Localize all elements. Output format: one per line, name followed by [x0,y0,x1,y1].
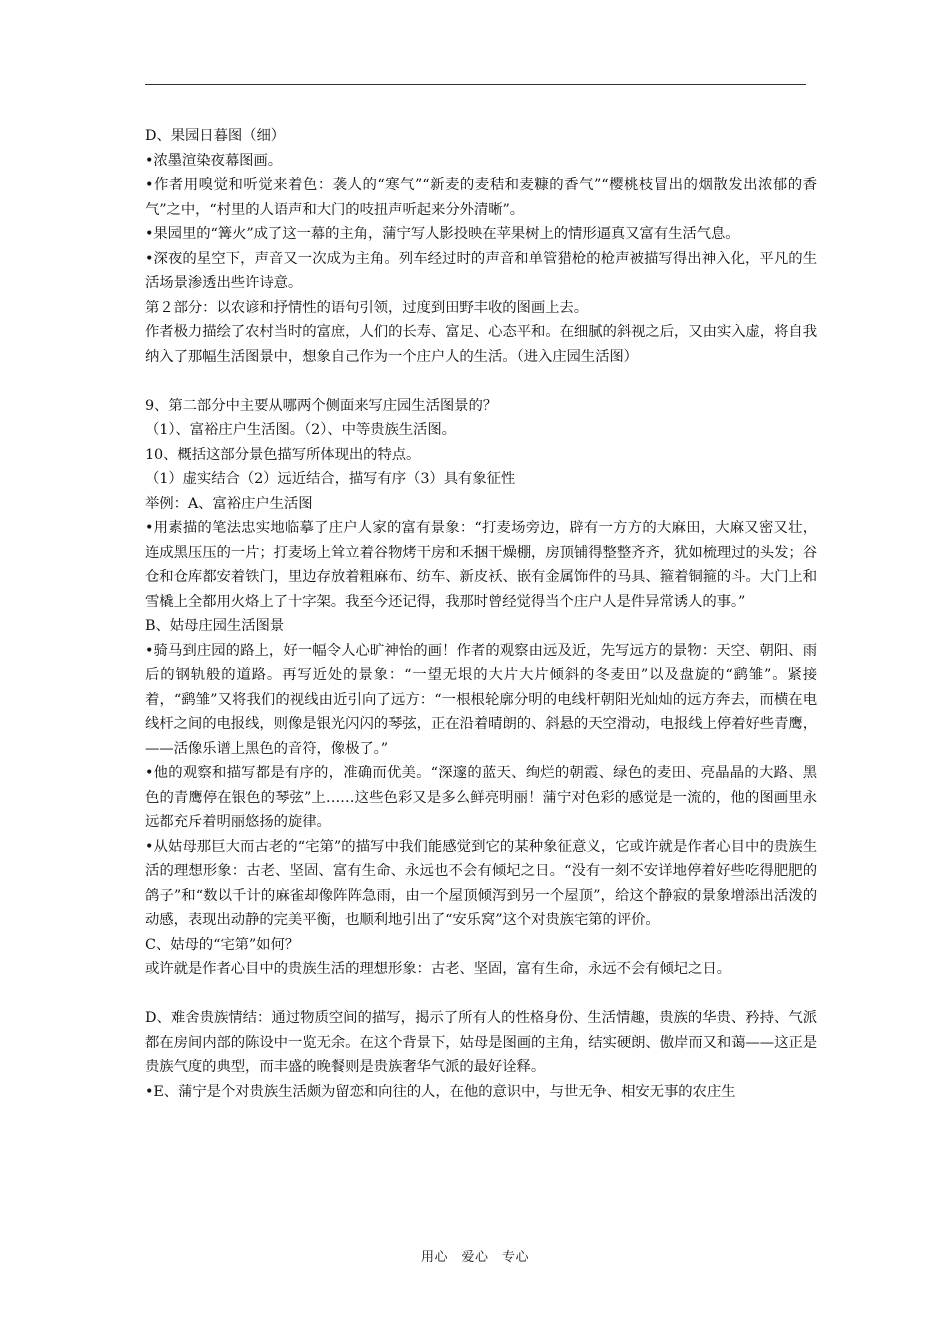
paragraph: 举例：A、富裕庄户生活图 [145,495,313,512]
paragraph: 9、第二部分中主要从哪两个侧面来写庄园生活图景的？ [145,397,498,414]
paragraph: 10、概括这部分景色描写所体现出的特点。 [145,446,421,463]
paragraph: （1）、富裕庄户生活图。（2）、中等贵族生活图。 [145,422,456,438]
page-footer: 用心 爱心 专心 [420,1250,529,1265]
paragraph: •从姑母那巨大而古老的“宅第”的描写中我们能感觉到它的某种象征意义，它或许就是作者心目中的贵族生活的理想形象：古老、坚固、富有生命、永远也不会有倾圮之日。“没有一刻不安详地停着好些吃得肥肥的鸽子”和“数以千计的麻雀却像阵阵急雨，由一个屋顶倾泻到另一个屋顶”，给这个静寂的景象增添出活泼的动感，表现出动静的完美平衡，也顺利地引出了“安乐窝”这个对贵族宅第的评价。 [145,838,817,928]
paragraph-spacer [145,369,817,394]
paragraph: •用素描的笔法忠实地临摹了庄户人家的富有景象：“打麦场旁边，辟有一方方的大麻田，大麻又密又壮，连成黑压压的一片；打麦场上耸立着谷物烤干房和禾捆干燥棚，房顶铺得整整齐齐，犹如梳理过的头发；谷仓和仓库都安着铁门，里边存放着粗麻布、纺车、新皮袄、嵌有金属饰件的马具、箍着铜箍的斗。大门上和雪橇上全都用火烙上了十字架。我至今还记得，我那时曾经觉得当个庄户人是件异常诱人的事。” [145,520,817,610]
paragraph: D、难舍贵族情结：通过物质空间的描写，揭示了所有人的性格身份、生活情趣，贵族的华贵、矜持、气派都在房间内部的陈设中一览无余。在这个背景下，姑母是图画的主角，结实硬朗、傲岸而又和蔼——这正是贵族气度的典型，而丰盛的晚餐则是贵族奢华气派的最好诠释。 [145,1010,817,1075]
document-body [145,124,817,1104]
paragraph: •骑马到庄园的路上，好一幅令人心旷神怡的画！作者的观察由远及近，先写远方的景物：天空、朝阳、雨后的钢轨般的道路。再写近处的景象：“一望无垠的大片大片倾斜的冬麦田”以及盘旋的“鹞雏”。紧接着，“鹞雏”又将我们的视线由近引向了远方：“一根根轮廓分明的电线杆朝阳光灿灿的远方奔去，而横在电线杆之间的电报线，则像是银光闪闪的琴弦，正在沿着晴朗的、斜悬的天空滑动，电报线上停着好些青鹰，——活像乐谱上黑色的音符，像极了。” [145,642,817,757]
paragraph: •深夜的星空下，声音又一次成为主角。列车经过时的声音和单管猎枪的枪声被描写得出神入化，平凡的生活场景渗透出些许诗意。 [145,250,817,291]
paragraph: •作者用嗅觉和听觉来着色：袭人的“寒气”“新麦的麦秸和麦糠的香气”“樱桃枝冒出的烟散发出浓郁的香气”之中，“村里的人语声和大门的吱扭声听起来分外清晰”。 [145,177,817,218]
paragraph: 或许就是作者心目中的贵族生活的理想形象：古老、坚固，富有生命，永远不会有倾圮之日。 [145,961,731,977]
paragraph: •浓墨渲染夜幕图画。 [145,152,283,169]
paragraph: 作者极力描绘了农村当时的富庶，人们的长寿、富足、心态平和。在细腻的斜视之后，又由实入虚，将自我纳入了那幅生活图景中，想象自己作为一个庄户人的生活。（进入庄园生活图） [145,324,817,365]
paragraph-spacer [145,982,817,1007]
paragraph: •E、蒲宁是个对贵族生活颇为留恋和向往的人，在他的意识中，与世无争、相安无事的农庄生 [145,1083,736,1100]
paragraph: •他的观察和描写都是有序的，准确而优美。“深邃的蓝天、绚烂的朝霞、绿色的麦田、亮晶晶的大路、黑色的青鹰停在银色的琴弦”上……这些色彩又是多么鲜亮明丽！蒲宁对色彩的感觉是一流的，他的图画里永远都充斥着明丽悠扬的旋律。 [145,765,817,830]
paragraph: 第２部分：以农谚和抒情性的语句引领，过度到田野丰收的图画上去。 [145,299,589,316]
paragraph: •果园里的“篝火”成了这一幕的主角，蒲宁写人影投映在苹果树上的情形逼真又富有生活气息。 [145,226,740,242]
paragraph: （1）虚实结合（2）远近结合，描写有序（3）具有象征性 [145,471,516,487]
paragraph: D、果园日暮图（细） [145,128,286,144]
paragraph: C、姑母的“宅第”如何？ [145,936,300,953]
paragraph: B、姑母庄园生活图景 [145,618,285,634]
header-rule [145,84,806,85]
